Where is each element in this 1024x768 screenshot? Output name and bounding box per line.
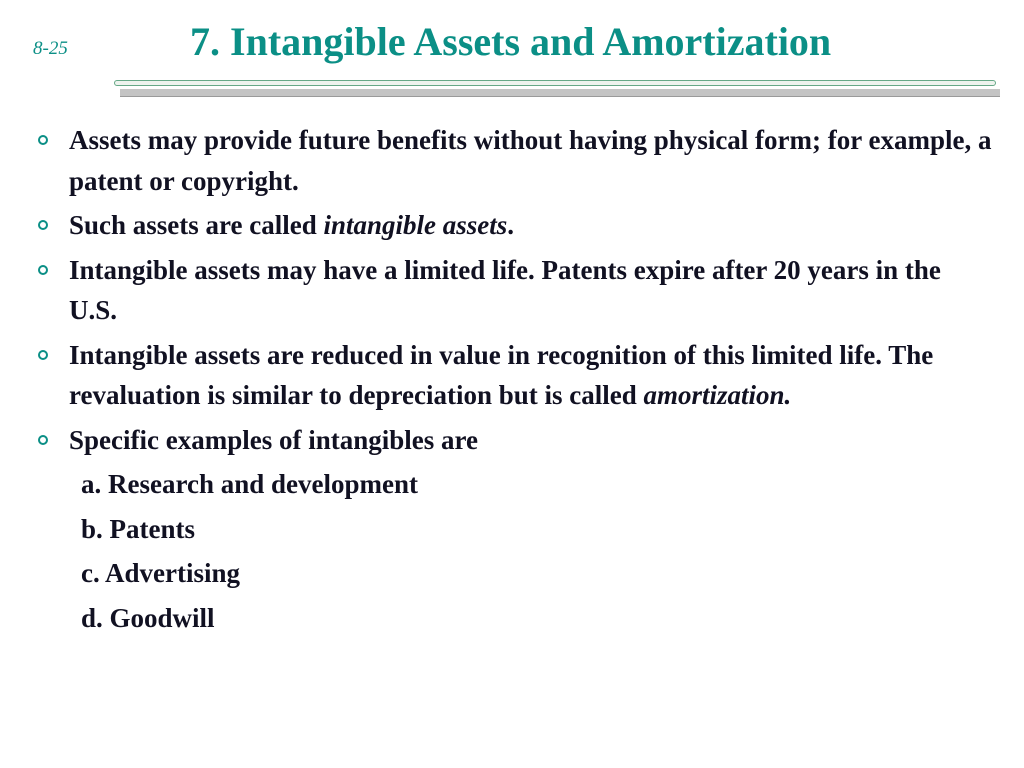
bullet-text: Intangible assets are reduced in value in recognition of this limited life. The revaluation is similar to depreciation but is called [69, 339, 934, 410]
bullet-emphasis: amortization. [643, 380, 792, 410]
bullet-text-end: . [507, 210, 515, 240]
title-divider [114, 80, 1000, 96]
example-item-advertising: c. Advertising [81, 558, 240, 588]
bullet-item [33, 420, 993, 461]
bullet-text: Intangible assets may have a limited life. Patents expire after 20 years in the U.S. [69, 254, 941, 325]
bullet-item [33, 120, 993, 201]
bullet-text: Specific examples of intangibles are [69, 424, 478, 455]
example-item-patents: b. Patents [81, 513, 195, 544]
bullet-text: Assets may provide future benefits without having physical form; for example, a patent or copyright. [69, 125, 992, 196]
bullet-circle-icon [38, 220, 48, 230]
slide-number: 8-25 [33, 38, 68, 59]
bullet-item [33, 335, 993, 416]
example-item-research: a. Research and development [81, 469, 418, 499]
bullet-list [33, 120, 993, 642]
example-item-goodwill: d. Goodwill [81, 602, 215, 633]
bullet-text: Such assets are called [69, 210, 324, 240]
divider-top-bar [114, 80, 996, 86]
bullet-emphasis: intangible assets [323, 210, 508, 240]
bullet-circle-icon [38, 135, 48, 145]
bullet-item [33, 250, 993, 331]
divider-shadow-bar [120, 89, 1000, 97]
slide-title: 7. Intangible Assets and Amortization [190, 19, 832, 64]
bullet-circle-icon [38, 435, 48, 445]
bullet-circle-icon [38, 265, 48, 275]
bullet-circle-icon [38, 350, 48, 360]
bullet-item [33, 205, 993, 246]
